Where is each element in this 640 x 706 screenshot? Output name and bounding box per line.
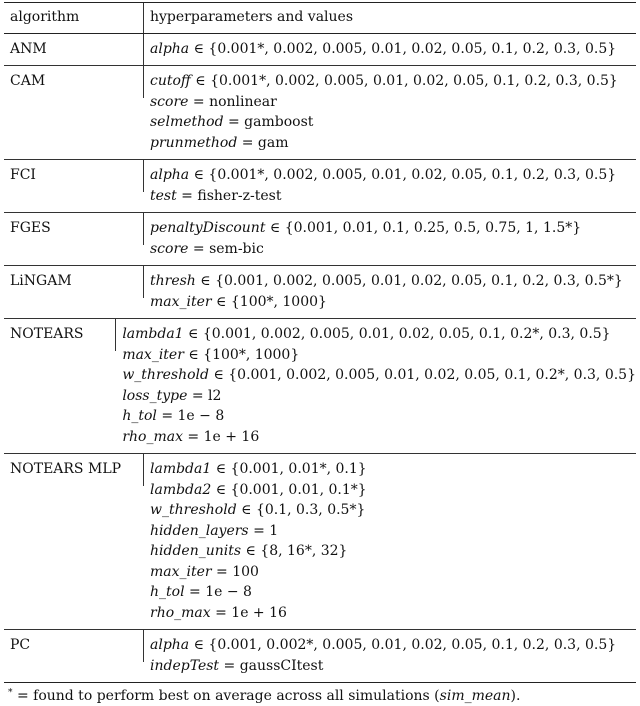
parameter-values: = 1 — [248, 522, 279, 539]
parameter-values: ∈ {0.001, 0.01*, 0.1} — [211, 461, 367, 477]
hyperparameter-line — [150, 218, 636, 239]
hyperparameter-line — [150, 582, 636, 603]
parameter-name: loss_type — [122, 387, 188, 404]
parameter-values: = nonlinear — [188, 93, 277, 110]
parameter-values: = 1e + 16 — [210, 604, 287, 621]
hyperparameter-line — [122, 406, 636, 427]
parameter-values: ∈ {0.001, 0.002, 0.005, 0.01, 0.02, 0.05, 0.1, 0.2, 0.3, 0.5*} — [195, 273, 623, 289]
hyperparameters-cell — [144, 266, 636, 318]
hyperparameter-line — [122, 324, 636, 345]
hyperparameter-line — [150, 165, 636, 186]
parameter-values: ∈ {0.001*, 0.002, 0.005, 0.01, 0.02, 0.05, 0.1, 0.2, 0.3, 0.5} — [189, 167, 617, 183]
parameter-name: w_threshold — [150, 502, 237, 518]
parameter-name: penaltyDiscount — [150, 220, 266, 236]
parameter-name: hidden_layers — [150, 522, 249, 539]
hyperparameter-line — [150, 635, 636, 656]
hyperparameter-line — [150, 541, 636, 562]
footnote — [4, 683, 636, 706]
table-row — [4, 319, 636, 453]
hyperparameters-cell — [144, 630, 636, 682]
hyperparameters-cell — [144, 34, 636, 66]
hyperparameter-line — [150, 480, 636, 501]
parameter-values: ∈ {0.001, 0.01, 0.1, 0.25, 0.5, 0.75, 1, 1.5*} — [265, 220, 582, 236]
hyperparameter-line — [122, 365, 636, 386]
header-algorithm: algorithm — [4, 3, 144, 33]
footnote-term: sim_mean — [439, 688, 511, 704]
hyperparameter-line — [122, 427, 636, 448]
parameter-values: = l2 — [187, 387, 222, 404]
parameter-name: hidden_units — [150, 543, 242, 559]
parameter-values: ∈ {0.001, 0.002*, 0.005, 0.01, 0.02, 0.05, 0.1, 0.2, 0.3, 0.5} — [189, 637, 617, 653]
parameter-values: ∈ {0.001*, 0.002, 0.005, 0.01, 0.02, 0.05, 0.1, 0.2, 0.3, 0.5} — [189, 40, 617, 57]
parameter-values: = gam — [237, 134, 289, 151]
algorithm-cell: NOTEARS — [4, 319, 116, 351]
hyperparameter-line — [150, 459, 636, 480]
algorithm-cell: FGES — [4, 213, 144, 245]
parameter-values: ∈ {100*, 1000} — [183, 346, 300, 363]
algorithm-cell: NOTEARS MLP — [4, 454, 144, 486]
parameter-name: cutoff — [150, 73, 191, 89]
header-hyperparameters: hyperparameters and values — [150, 9, 354, 25]
hyperparameter-line — [150, 133, 636, 154]
algorithm-cell: ANM — [4, 34, 144, 66]
hyperparameter-line — [150, 500, 636, 521]
parameter-name: indepTest — [150, 657, 220, 674]
parameter-name: score — [150, 93, 189, 110]
parameter-values: = sem-bic — [188, 240, 264, 257]
hyperparameter-line — [122, 345, 636, 366]
hyperparameters-cell — [144, 454, 636, 629]
hyperparameter-line — [150, 656, 636, 677]
hyperparameter-line — [122, 386, 636, 407]
hyperparameter-line — [150, 186, 636, 207]
hyperparameter-line — [150, 603, 636, 624]
header-row — [4, 3, 636, 33]
hyperparameters-cell — [144, 213, 636, 265]
parameter-name: max_iter — [122, 346, 184, 363]
hyperparameter-line — [150, 92, 636, 113]
parameter-name: rho_max — [150, 604, 211, 621]
parameter-name: h_tol — [122, 408, 157, 424]
table-row — [4, 630, 636, 682]
parameter-name: max_iter — [150, 563, 212, 580]
parameter-name: alpha — [150, 167, 190, 183]
parameter-values: = 1e + 16 — [182, 428, 260, 445]
parameter-name: selmethod — [150, 114, 224, 130]
hyperparameter-line — [150, 239, 636, 260]
footnote-text: = found to perform best on average across all simulations ( — [12, 688, 440, 704]
algorithm-cell: CAM — [4, 66, 144, 98]
parameter-values: = gamboost — [223, 114, 314, 130]
hyperparameter-line — [150, 112, 636, 133]
parameter-name: prunmethod — [150, 134, 238, 151]
hyperparameters-cell — [144, 160, 636, 212]
parameter-name: h_tol — [150, 584, 185, 600]
hyperparameters-cell — [144, 66, 636, 159]
parameter-values: ∈ {0.001, 0.002, 0.005, 0.01, 0.02, 0.05, 0.1, 0.2*, 0.3, 0.5} — [209, 367, 636, 383]
parameter-values: = fisher-z-test — [176, 187, 282, 204]
footnote-mark: * — [8, 688, 13, 698]
parameter-values: ∈ {8, 16*, 32} — [241, 543, 348, 559]
hyperparameter-table — [4, 2, 636, 706]
parameter-name: lambda1 — [150, 461, 212, 477]
table-row — [4, 66, 636, 159]
table-row — [4, 213, 636, 265]
hyperparameter-line — [150, 292, 636, 313]
parameter-name: w_threshold — [122, 367, 209, 383]
hyperparameter-line — [150, 271, 636, 292]
parameter-name: lambda2 — [150, 481, 212, 498]
parameter-values: ∈ {0.1, 0.3, 0.5*} — [236, 502, 366, 518]
parameter-name: alpha — [150, 637, 190, 653]
parameter-name: score — [150, 240, 189, 257]
parameter-values: = 100 — [211, 563, 259, 580]
table-body — [4, 33, 636, 684]
parameter-name: alpha — [150, 40, 190, 57]
hyperparameter-line — [150, 71, 636, 92]
parameter-values: ∈ {0.001, 0.002, 0.005, 0.01, 0.02, 0.05, 0.1, 0.2*, 0.3, 0.5} — [183, 326, 611, 342]
hyperparameter-line — [150, 562, 636, 583]
hyperparameter-line — [150, 39, 636, 60]
parameter-name: rho_max — [122, 428, 183, 445]
table-row — [4, 34, 636, 66]
algorithm-cell: PC — [4, 630, 144, 662]
parameter-name: lambda1 — [122, 326, 184, 342]
table-row — [4, 160, 636, 212]
parameter-values: = 1e − 8 — [156, 408, 225, 424]
parameter-values: = 1e − 8 — [184, 584, 252, 600]
table-row — [4, 454, 636, 629]
table-row — [4, 266, 636, 318]
parameter-values: ∈ {0.001*, 0.002, 0.005, 0.01, 0.02, 0.05, 0.1, 0.2, 0.3, 0.5} — [190, 73, 618, 89]
parameter-values: = gaussCItest — [219, 657, 324, 674]
algorithm-cell: FCI — [4, 160, 144, 192]
parameter-values: ∈ {100*, 1000} — [211, 293, 327, 310]
hyperparameters-cell — [116, 319, 636, 453]
parameter-name: thresh — [150, 273, 196, 289]
hyperparameter-line — [150, 521, 636, 542]
parameter-name: test — [150, 187, 177, 204]
parameter-values: ∈ {0.001, 0.01, 0.1*} — [211, 481, 367, 498]
parameter-name: max_iter — [150, 293, 212, 310]
footnote-end: ). — [510, 688, 521, 704]
algorithm-cell: LiNGAM — [4, 266, 144, 298]
